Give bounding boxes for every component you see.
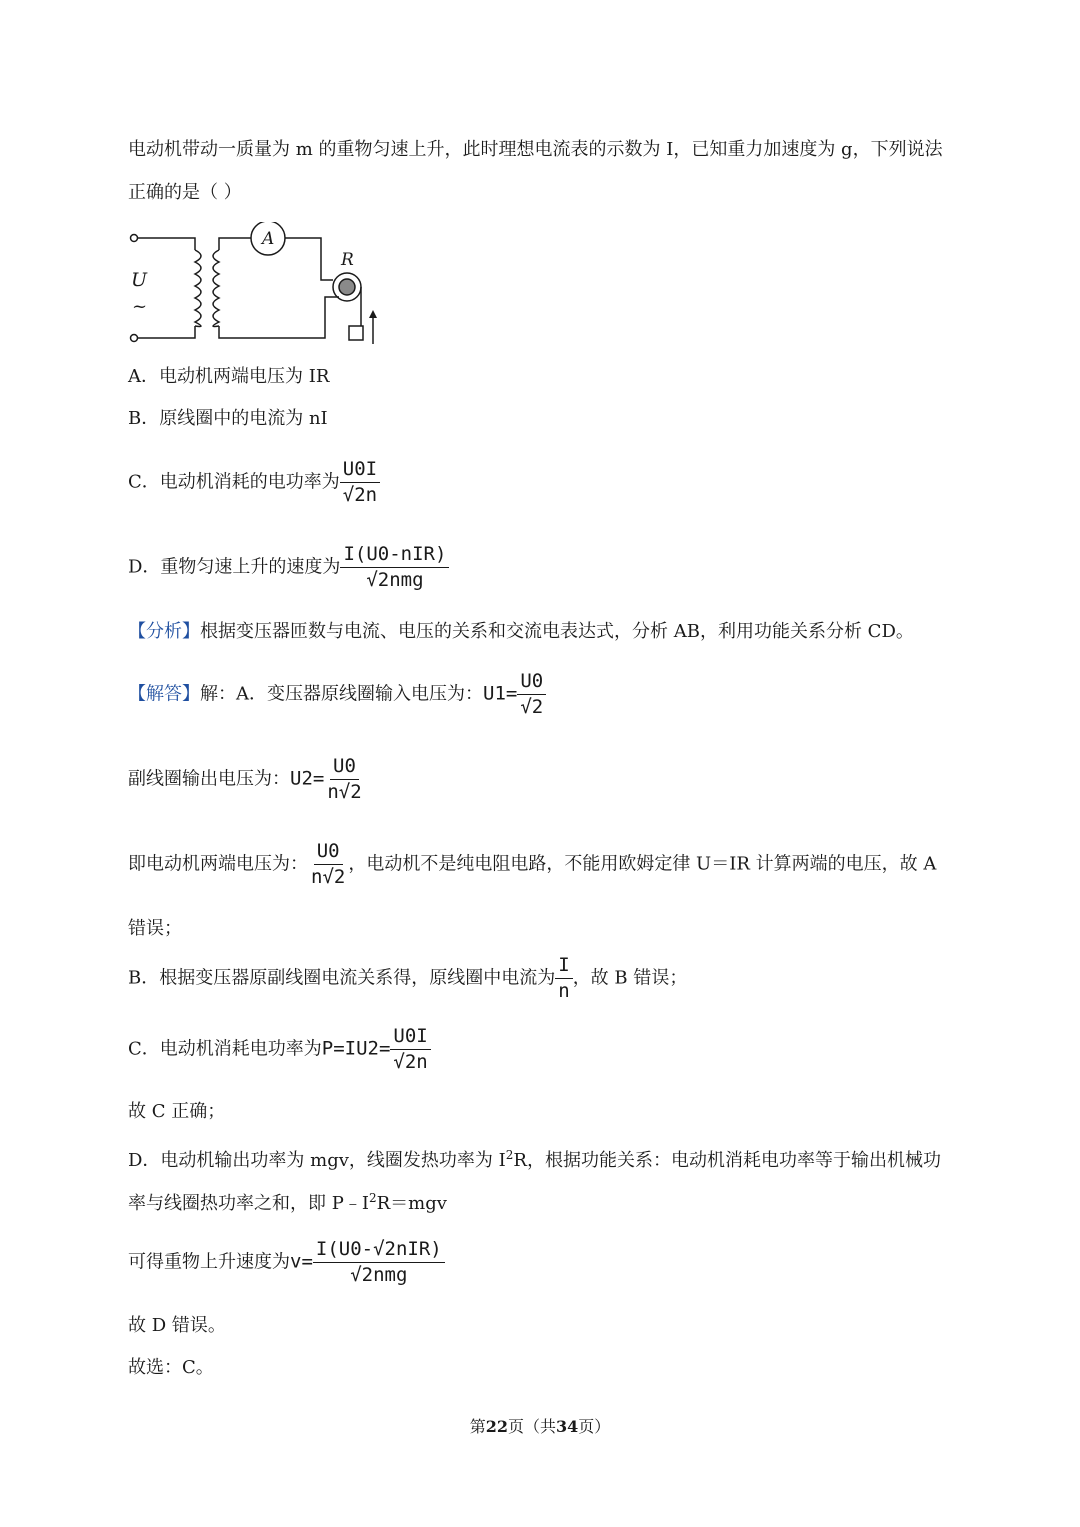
motion-arrow-head	[369, 310, 377, 318]
answer-b-numerator: I	[555, 954, 572, 979]
velocity-fraction	[313, 1238, 445, 1287]
secondary-wire-bottom	[219, 297, 339, 338]
input-terminal-bottom	[131, 335, 138, 342]
option-c-text: C．电动机消耗的电功率为	[128, 471, 340, 493]
analysis-text: 根据变压器匝数与电流、电压的关系和交流电表达式，分析 AB，利用功能关系分析 CD。	[200, 621, 914, 642]
u1-lhs: U1=	[483, 682, 518, 705]
question-line-1: 电动机带动一质量为 m 的重物匀速上升，此时理想电流表的示数为 I，已知重力加速度为 g，下列说法	[128, 139, 943, 160]
motor-rest-text: ，电动机不是纯电阻电路，不能用欧姆定律 U＝IR 计算两端的电压，故 A	[348, 853, 937, 875]
option-a: A．电动机两端电压为 IR	[128, 366, 330, 387]
motor-wire-top	[285, 238, 333, 280]
answer-a-wrong: 错误；	[128, 918, 182, 939]
u2-fraction	[324, 755, 364, 804]
footer-total-pages: 34	[556, 1417, 579, 1436]
answer-c-numerator: U0I	[390, 1025, 430, 1050]
option-d	[128, 543, 449, 592]
answer-d-line-2-a: 率与线圈热功率之和，即 P﹣I	[128, 1193, 369, 1214]
weight-block	[349, 326, 363, 340]
motor-label: 即电动机两端电压为：	[128, 853, 308, 875]
u1-denominator: √2	[520, 696, 544, 718]
motor-denominator: n√2	[311, 866, 346, 888]
answer-velocity	[128, 1238, 445, 1287]
footer-suffix: 页）	[578, 1417, 611, 1436]
answer-final: 故选：C。	[128, 1357, 214, 1378]
velocity-denominator: √2nmg	[350, 1264, 408, 1286]
analysis-line	[128, 620, 914, 644]
u2-denominator: n√2	[327, 781, 362, 803]
option-d-fraction	[340, 543, 449, 592]
answer-b-denominator: n	[558, 980, 570, 1002]
answer-tag: 【解答】	[128, 683, 200, 705]
option-d-denominator: √2nmg	[366, 569, 424, 591]
answer-b	[128, 954, 687, 1003]
answer-b-rest: ，故 B 错误；	[572, 967, 688, 989]
motor-numerator: U0	[314, 840, 343, 865]
velocity-numerator: I(U0-√2nIR)	[313, 1238, 445, 1263]
label-U: U	[131, 269, 148, 291]
answer-c	[128, 1025, 431, 1074]
option-c-fraction	[340, 458, 380, 507]
superscript-2: 2	[368, 1191, 377, 1205]
answer-motor-voltage	[128, 840, 936, 889]
answer-intro: 解：A．变压器原线圈输入电压为：	[200, 683, 483, 705]
input-terminal-top	[131, 235, 138, 242]
answer-secondary-voltage	[128, 755, 365, 804]
superscript-2: 2	[505, 1148, 514, 1162]
circuit-diagram	[125, 222, 385, 350]
answer-c-lhs: P=IU2=	[321, 1037, 391, 1060]
page-footer	[0, 1417, 1080, 1437]
motor-fraction	[308, 840, 348, 889]
answer-d-conclusion: 故 D 错误。	[128, 1315, 226, 1336]
option-d-numerator: I(U0-nIR)	[340, 543, 449, 568]
label-R: R	[341, 250, 354, 270]
secondary-wire-top	[219, 238, 251, 250]
question-line-2: 正确的是（ ）	[128, 182, 242, 203]
primary-wire-bottom	[138, 326, 196, 338]
answer-line-1	[128, 670, 546, 719]
answer-d-line-1-a: D．电动机输出功率为 mgv，线圈发热功率为 I	[128, 1150, 506, 1171]
answer-d-line-1	[128, 1143, 941, 1173]
primary-coil	[195, 250, 201, 327]
velocity-text: 可得重物上升速度为	[128, 1251, 290, 1273]
option-c	[128, 458, 380, 507]
footer-prefix: 第	[469, 1417, 486, 1436]
option-d-text: D．重物匀速上升的速度为	[128, 556, 341, 578]
u1-numerator: U0	[517, 670, 546, 695]
secondary-coil	[213, 250, 219, 327]
answer-c-text: C．电动机消耗电功率为	[128, 1038, 322, 1060]
secondary-label: 副线圈输出电压为：	[128, 768, 290, 790]
option-b: B．原线圈中的电流为 nI	[128, 408, 328, 429]
answer-b-fraction	[555, 954, 572, 1003]
answer-d-line-2-b: R＝mgv	[376, 1193, 447, 1214]
answer-d-line-2	[128, 1186, 447, 1216]
answer-d-line-1-b: R，根据功能关系：电动机消耗电功率等于输出机械功	[513, 1150, 941, 1171]
u2-numerator: U0	[330, 755, 359, 780]
label-ac-symbol: ~	[132, 296, 148, 317]
option-c-numerator: U0I	[340, 458, 380, 483]
primary-wire-top	[138, 238, 196, 250]
velocity-lhs: v=	[290, 1250, 313, 1273]
answer-c-conclusion: 故 C 正确；	[128, 1101, 226, 1122]
label-A: A	[262, 229, 275, 249]
answer-c-denominator: √2n	[393, 1051, 428, 1073]
option-c-denominator: √2n	[342, 484, 378, 506]
analysis-tag: 【分析】	[128, 621, 200, 642]
answer-c-fraction	[390, 1025, 430, 1074]
u2-lhs: U2=	[290, 767, 325, 790]
u1-fraction	[517, 670, 546, 719]
motor-inner	[339, 279, 355, 295]
footer-middle: 页（共	[507, 1417, 556, 1436]
answer-b-text: B．根据变压器原副线圈电流关系得，原线圈中电流为	[128, 967, 556, 989]
footer-page-number: 22	[485, 1417, 508, 1436]
